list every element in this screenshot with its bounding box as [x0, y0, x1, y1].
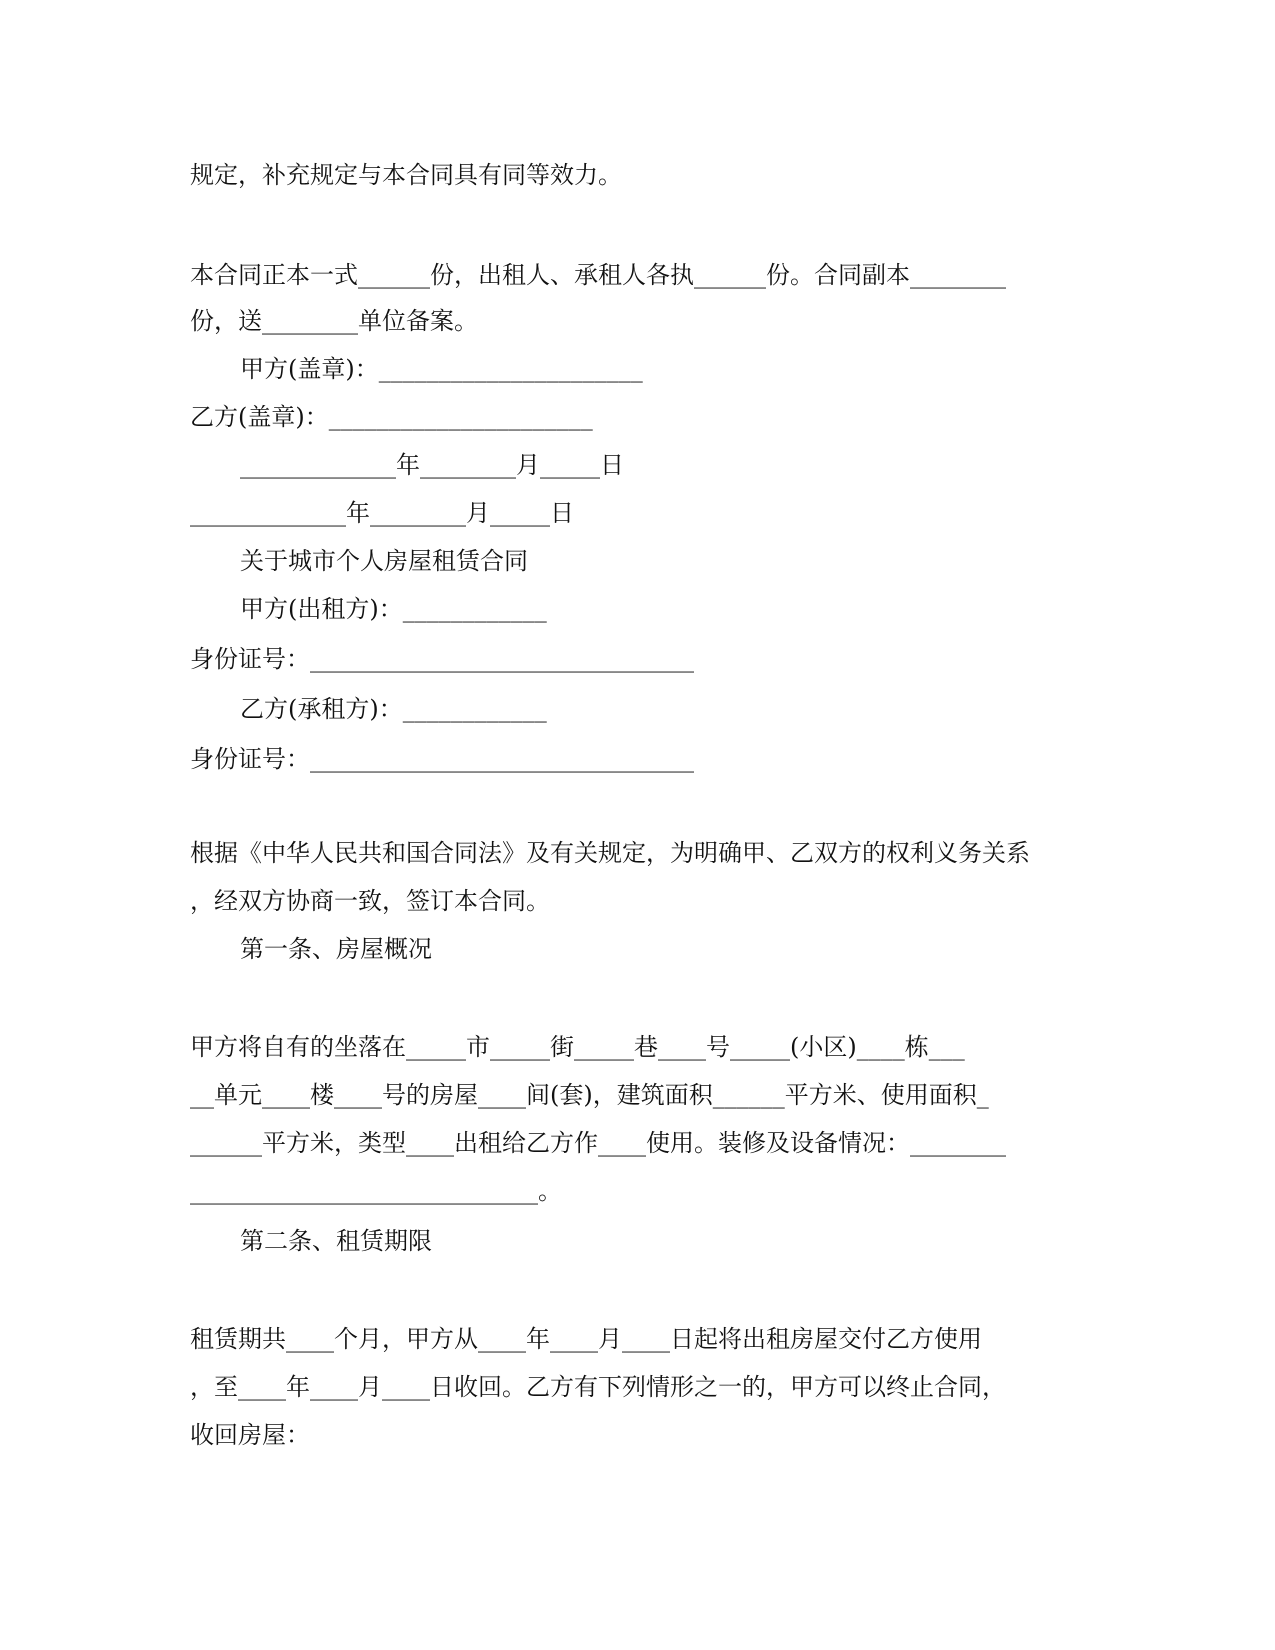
text-line: ______平方米，类型____出租给乙方作____使用。装修及设备情况：________	[190, 1129, 1006, 1157]
contract-title: 关于城市个人房屋租赁合同	[240, 547, 528, 575]
text-line: 根据《中华人民共和国合同法》及有关规定，为明确甲、乙双方的权利义务关系	[190, 839, 1030, 867]
date-line: _____________年________月_____日	[190, 499, 574, 527]
id-number-line: 身份证号：________________________________	[190, 645, 694, 673]
party-b-seal-line: 乙方(盖章)：______________________	[190, 403, 593, 431]
text-line: ，至____年____月____日收回。乙方有下列情形之一的，甲方可以终止合同，	[190, 1373, 1006, 1401]
party-a-lessor-line: 甲方(出租方)：____________	[240, 595, 547, 623]
text-line: __单元____楼____号的房屋____间(套)，建筑面积______平方米、使用面积_	[190, 1081, 989, 1109]
text-line: 甲方将自有的坐落在_____市_____街_____巷____号_____(小区)____栋___	[190, 1033, 965, 1061]
party-b-lessee-line: 乙方(承租方)：____________	[240, 695, 547, 723]
id-number-line: 身份证号：________________________________	[190, 745, 694, 773]
article-heading: 第二条、租赁期限	[240, 1227, 432, 1255]
text-line: 租赁期共____个月，甲方从____年____月____日起将出租房屋交付乙方使用	[190, 1325, 982, 1353]
text-line: _____________________________。	[190, 1177, 562, 1205]
date-line: _____________年________月_____日	[240, 451, 624, 479]
text-line: 份，送________单位备案。	[190, 307, 478, 335]
party-a-seal-line: 甲方(盖章)：______________________	[240, 355, 643, 383]
text-line: 本合同正本一式______份，出租人、承租人各执______份。合同副本________	[190, 261, 1006, 289]
article-heading: 第一条、房屋概况	[240, 935, 432, 963]
text-line: 规定，补充规定与本合同具有同等效力。	[190, 161, 622, 189]
text-line: 收回房屋：	[190, 1421, 310, 1449]
text-line: ，经双方协商一致，签订本合同。	[190, 887, 550, 915]
